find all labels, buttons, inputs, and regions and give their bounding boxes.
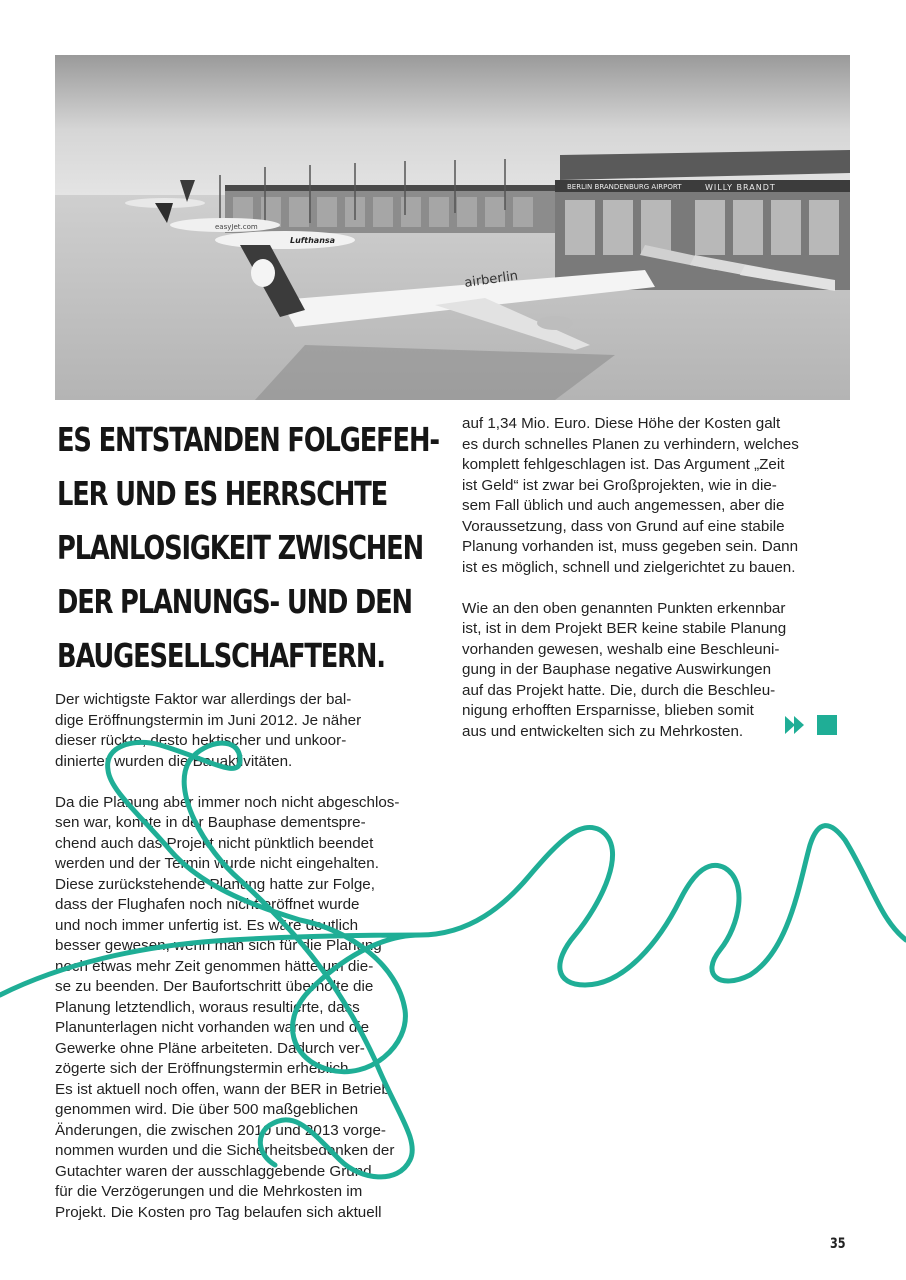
headline-line: LER UND ES HERRSCHTE (57, 474, 388, 513)
fast-forward-square-icon (785, 714, 840, 736)
page-number: 35 (830, 1236, 846, 1252)
body-column-right (462, 414, 842, 763)
headline-line: DER PLANUNGS- UND DEN (57, 582, 412, 621)
body-paragraph: Der wichtigste Faktor war allerdings der bal- dige Eröffnungstermin im Juni 2012. Je näher dieser rückte, desto hektischer und unkoor- dinierter wurden die Bauaktivitäten. (55, 691, 362, 770)
body-column-left (55, 690, 440, 1244)
easyjet-livery: easyJet.com (215, 223, 258, 231)
lufthansa-livery: Lufthansa (290, 236, 336, 245)
airport-illustration (55, 55, 850, 400)
headline-line: ES ENTSTANDEN FOLGEFEH- (57, 420, 439, 459)
terminal-name-sign: WILLY BRANDT (705, 183, 776, 192)
body-paragraph: auf 1,34 Mio. Euro. Diese Höhe der Kosten galt es durch schnelles Planen zu verhindern, welches komplett fehlgeschlagen ist. Das Argument „Zeit ist Geld“ ist zwar bei Großprojekten, wie in die- sem Fall üblich und auch angemessen, aber die Voraussetzung, dass von Grund auf eine stabile Planung vorhanden ist, muss gegeben sein. Dann ist es möglich, schnell und zielgerichtet zu bauen. (462, 415, 799, 576)
headline (57, 413, 447, 683)
hero-image (55, 55, 850, 400)
headline-line: BAUGESELLSCHAFTERN. (57, 636, 385, 675)
airberlin-livery: airberlin (463, 268, 520, 291)
body-paragraph: Da die Planung aber immer noch nicht abgeschlos- sen war, konnte in der Bauphase dementspre- chend auch das Projekt nicht pünktlich beendet werden und der Termin wurde nicht eingehalten. Diese zurückstehende Planung hatte zur Folge, dass der Flughafen noch nicht eröffnet wurde und noch immer unfertig ist. Es wäre deutlich besser gewesen, wenn man sich für die Planung noch etwas mehr Zeit genommen hätte um die- se zu beenden. Der Baufortschritt überholte die Planung letztendlich, woraus resultierte, dass Planunterlagen nicht vorhanden waren und die Gewerke ohne Pläne arbeiteten. Dadurch ver- zögerte sich der Eröffnungstermin erheblich. Es ist aktuell noch offen, wann der BER in Betrieb genommen wird. Die über 500 maßgeblichen Änderungen, die zwischen 2010 und 2013 vorge- nommen wurden und die Sicherheitsbedenken der Gutachter waren der ausschlaggebende Grund für die Verzögerungen und die Mehrkosten im Projekt. Die Kosten pro Tag belaufen sich aktuell (55, 793, 400, 1221)
body-paragraph: Wie an den oben genannten Punkten erkennbar ist, ist in dem Projekt BER keine stabile Planung vorhanden gewesen, weshalb eine Beschleuni- gung in der Bauphase negative Auswirkungen auf das Projekt hatte. Die, durch die Beschleu- nigung erhofften Ersparnisse, blieben somit aus und entwickelten sich zu Mehrkosten. (462, 599, 787, 740)
terminal-sign: BERLIN BRANDENBURG AIRPORT (567, 183, 682, 191)
headline-line: PLANLOSIGKEIT ZWISCHEN (57, 528, 423, 567)
